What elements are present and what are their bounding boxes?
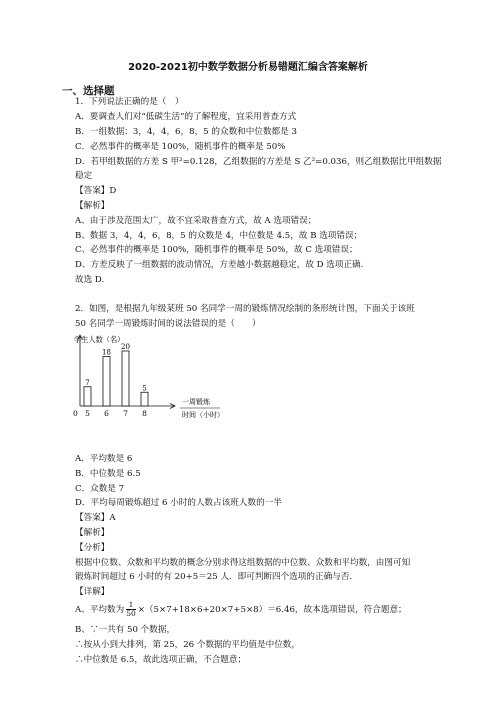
q2-detail-a-suffix: ×（5×7+18×6+20×7+5×8）＝6.46，故本选项错误，符合题意； — [137, 605, 407, 615]
fraction-denominator: 50 — [126, 609, 136, 618]
section-heading: 一、选择题 — [62, 85, 115, 97]
q2-detail-label: 【详解】 — [75, 587, 110, 597]
q1-option-d-line1: D．若甲组数据的方差 S 甲²=0.128，乙组数据的方差是 S 乙²=0.036，则乙组数据比甲组数据 — [75, 157, 442, 167]
q2-option-a: A．平均数是 6 — [75, 454, 133, 464]
q1-explain-b: B、数据 3，4，4，6，8，5 的众数是 4，中位数是 4.5，故 B 选项错误； — [75, 231, 363, 241]
origin-label: 0 — [73, 409, 78, 418]
q2-fenxi-line1: 根据中位数、众数和平均数的概念分别求得这组数据的中位数、众数和平均数，由图可知 — [75, 558, 411, 568]
x-tick-label: 5 — [85, 409, 90, 418]
q1-option-a: A．要调查人们对“低碳生活”的了解程度，宜采用普查方式 — [75, 112, 297, 122]
bar-value-label: 5 — [142, 384, 147, 393]
q2-detail-a-prefix: A、平均数为 — [75, 605, 125, 615]
bar-value-label: 20 — [121, 343, 130, 351]
q1-option-c: C．必然事件的概率是 100%，随机事件的概率是 50% — [75, 142, 286, 152]
bar — [103, 357, 110, 407]
q1-answer: 【答案】D — [75, 186, 117, 196]
bar-value-label: 7 — [85, 378, 90, 387]
q2-option-d: D．平均每周锻炼超过 6 小时的人数占该班人数的一半 — [75, 498, 282, 508]
page-title: 2020-2021初中数学数据分析易错题汇编含答案解析 — [128, 62, 368, 73]
bar-chart — [70, 332, 230, 444]
x-tick-label: 8 — [142, 409, 147, 418]
q2-fenxi-label: 【分析】 — [75, 543, 110, 553]
x-tick-label: 7 — [123, 409, 128, 418]
q2-detail-b-line1: B、∵一共有 50 个数据， — [75, 625, 176, 635]
q2-detail-b-line2: ∴按从小到大排列，第 25，26 个数据的平均值是中位数， — [75, 640, 300, 650]
bar — [122, 351, 129, 406]
q2-detail-a — [75, 601, 435, 618]
q2-option-c: C．众数是 7 — [75, 484, 125, 494]
bar — [84, 387, 91, 406]
y-axis-label: 学生人数（名） — [74, 335, 125, 344]
q2-detail-b-line3: ∴中位数是 6.5，故此选项正确，不合题意； — [75, 655, 247, 665]
q1-option-d-line2: 稳定 — [75, 171, 93, 181]
bar-value-label: 18 — [102, 348, 111, 357]
q2-stem-line2: 50 名同学一周锻炼时间的说法错误的是（ ） — [75, 319, 261, 329]
q2-option-b: B．中位数是 6.5 — [75, 469, 141, 479]
fraction — [126, 601, 136, 618]
q2-stem-line1: 2．如图，是根据九年级某班 50 名同学一周的锻炼情况绘制的条形统计图，下面关于该班 — [75, 304, 415, 314]
q1-explain-a: A、由于涉及范围太广，故不宜采取普查方式，故 A 选项错误； — [75, 216, 317, 226]
q1-explain-c: C、必然事件的概率是 100%，随机事件的概率是 50%，故 C 选项错误； — [75, 245, 358, 255]
x-axis-label-line1: 一周锻炼 — [182, 398, 210, 406]
q1-analysis-label: 【解析】 — [75, 201, 110, 211]
fraction-numerator: 1 — [128, 600, 134, 609]
q1-option-b: B．一组数据：3，4，4，6，8，5 的众数和中位数都是 3 — [75, 127, 297, 137]
q1-explain-d: D、方差反映了一组数据的波动情况，方差越小数据越稳定，故 D 选项正确. — [75, 260, 364, 270]
bar — [141, 392, 148, 406]
q2-analysis-label: 【解析】 — [75, 528, 110, 538]
x-tick-label: 6 — [104, 409, 109, 418]
q1-stem: 1．下列说法正确的是（ ） — [75, 97, 184, 107]
x-axis-label-line2: 时间（小时） — [182, 411, 224, 419]
q1-conclusion: 故选 D. — [75, 275, 105, 285]
q2-fenxi-line2: 锻炼时间超过 6 小时的有 20+5＝25 人．即可判断四个选项的正确与否. — [75, 572, 353, 582]
q2-answer: 【答案】A — [75, 513, 116, 523]
